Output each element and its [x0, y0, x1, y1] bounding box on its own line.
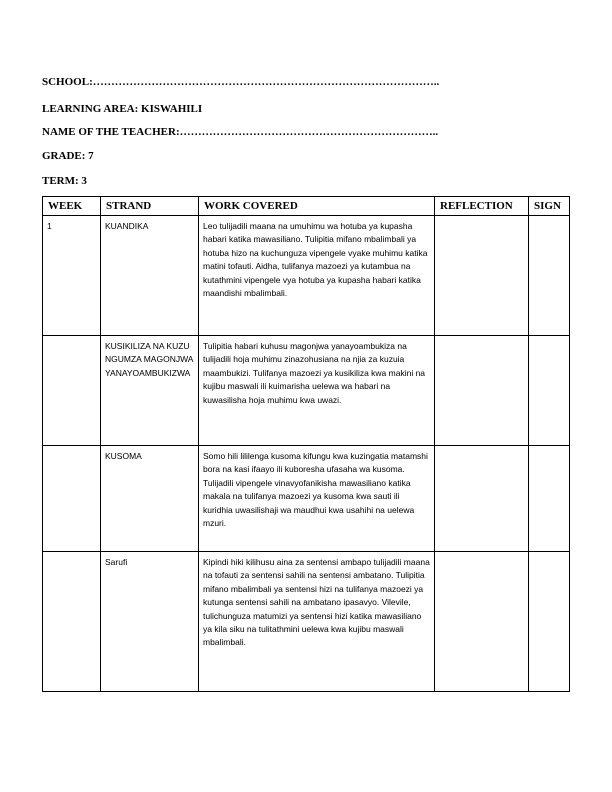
table-row — [43, 216, 570, 336]
week-cell: 1 — [43, 216, 101, 336]
week-cell — [43, 336, 101, 446]
reflection-cell[interactable] — [435, 446, 529, 552]
table-header-row — [43, 197, 570, 216]
work-covered-cell: Kipindi hiki kilihusu aina za sentensi ambapo tulijadili maana na tofauti za sentensi sahili na sentensi ambatano. Tulipitia mifano mbalimbali ya sentensi hizi na tulifanya mazoezi ya kutunga sentensi sahili na ambatano ipasavyo. Vilevile, tulichunguza matumizi ya sentensi hizi katika mawasiliano ya kila siku na tulitathmini uelewa kwa kujibu maswali mbalimbali. — [199, 552, 435, 692]
sign-cell[interactable] — [529, 552, 570, 692]
column-header-reflection: REFLECTION — [435, 197, 529, 216]
table-row — [43, 552, 570, 692]
reflection-cell[interactable] — [435, 216, 529, 336]
work-record-table — [42, 196, 570, 692]
reflection-cell[interactable] — [435, 552, 529, 692]
week-cell — [43, 446, 101, 552]
learning-area-line: LEARNING AREA: KISWAHILI — [42, 103, 203, 115]
sign-cell[interactable] — [529, 336, 570, 446]
table-row — [43, 336, 570, 446]
teacher-name-line: NAME OF THE TEACHER:…………………………………………………………….. — [42, 126, 439, 138]
column-header-week: WEEK — [43, 197, 101, 216]
grade-line: GRADE: 7 — [42, 150, 94, 162]
strand-cell: KUANDIKA — [101, 216, 199, 336]
column-header-work-covered: WORK COVERED — [199, 197, 435, 216]
sign-cell[interactable] — [529, 216, 570, 336]
strand-cell: KUSIKILIZA NA KUZUNGUMZA MAGONJWA YANAYOAMBUKIZWA — [101, 336, 199, 446]
term-line: TERM: 3 — [42, 175, 87, 187]
column-header-strand: STRAND — [101, 197, 199, 216]
column-header-sign: SIGN — [529, 197, 570, 216]
strand-cell: Sarufi — [101, 552, 199, 692]
work-covered-cell: Tulipitia habari kuhusu magonjwa yanayoambukiza na tulijadili hoja muhimu zinazohusiana na njia za kuzuia maambukizi. Tulifanya mazoezi ya kusikiliza kwa makini na kujibu maswali ili kuimarisha uelewa wa habari na kuwasilisha hoja muhimu kwa uwazi. — [199, 336, 435, 446]
school-line: SCHOOL:………………………………………………………………………………….. — [42, 76, 440, 88]
table-row — [43, 446, 570, 552]
week-cell — [43, 552, 101, 692]
work-covered-cell: Somo hili lililenga kusoma kifungu kwa kuzingatia matamshi bora na kasi ifaayo ili kuboresha ufasaha wa kusoma. Tulijadili vipengele vinavyofanikisha mawasiliano katika makala na tulifanya mazoezi ya kusoma kwa sauti ili kuridhia uwasilishaji wa maudhui kwa usahihi na uelewa mzuri. — [199, 446, 435, 552]
work-covered-cell: Leo tulijadili maana na umuhimu wa hotuba ya kupasha habari katika mawasiliano. Tulipitia mifano mbalimbali ya hotuba hizo na kuchunguza vipengele vyake muhimu katika matini tofauti. Aidha, tulifanya mazoezi ya kutambua na kutathmini vipengele vya hotuba ya kupasha habari katika maandishi mbalimbali. — [199, 216, 435, 336]
sign-cell[interactable] — [529, 446, 570, 552]
reflection-cell[interactable] — [435, 336, 529, 446]
strand-cell: KUSOMA — [101, 446, 199, 552]
